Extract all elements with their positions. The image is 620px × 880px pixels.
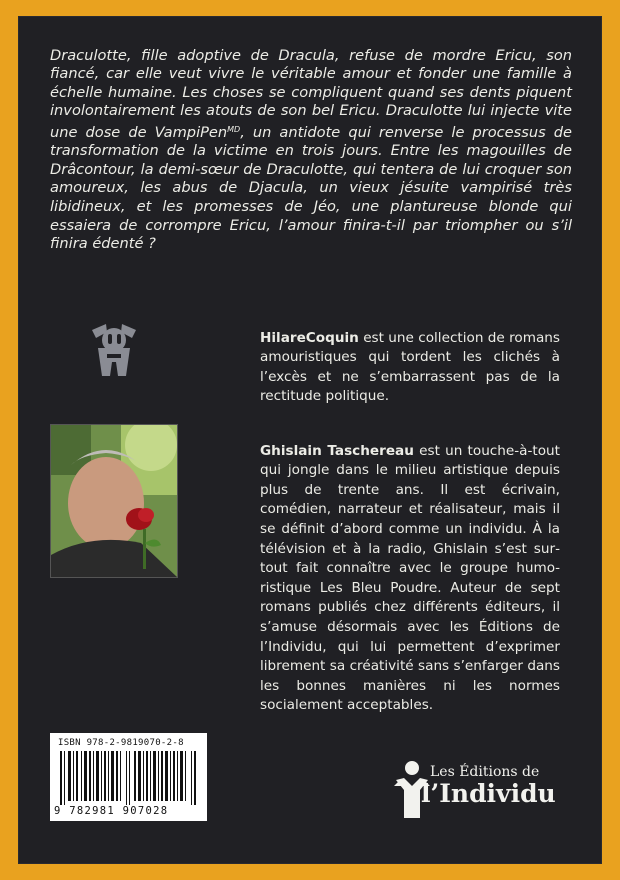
isbn-number: ISBN 978-2-9819070-2-8 <box>58 738 184 748</box>
publisher-logo <box>374 750 574 830</box>
author-name: Ghislain Taschereau <box>260 442 414 459</box>
collection-paragraph: HilareCoquin est une collection de romans amouristiques qui tordent les clichés à l’excès et ne s’embarrassent pas de la rectitude politique. <box>260 329 560 405</box>
synopsis-paragraph: Draculotte, fille adoptive de Dracula, refuse de mordre Ericu, son fiancé, car elle veut vivre le véritable amour et fonder une famille à échelle humaine. Les choses se compliquent quand ses dents piquent involontairement les atouts de son bel Ericu. Draculotte lui injecte vite une dose de VampiPen$^{MD}$, un antidote qui renverse le processus de transformation de la victime en trois jours. Entre les magouilles de Drâcontour, la demi-sœur de Draculotte, qui tentera de lui croquer son amoureux, les abus de Djacula, un vieux jésuite vampirisé très libidineux, et les promesses de Jéo, une plantureuse blonde qui essaiera de corrompre Ericu, l’amour finira-t-il par triompher ou s’il finira édenté ? <box>50 46 572 253</box>
barcode-bars <box>60 751 198 805</box>
trademark-superscript: MD <box>227 124 241 134</box>
author-photo <box>50 424 178 578</box>
author-bio-paragraph: Ghislain Taschereau est un touche-à-tout qui jongle dans le milieu artistique depuis plus de trente ans. Il est écrivain, comédien, narrateur et réalisateur, mais il se définit d’abord comme un individu. À la télévision et à la radio, Ghislain s’est surtout fait connaître avec le groupe humoristique Les Bleu Poudre. Auteur de sept romans publiés chez différents éditeurs, il s’amuse désormais avec les Éditions de l’Individu, qui lui permettent d’exprimer librement sa créativité sans s’enfarger dans les bonnes manières ni les normes socialement acceptables. <box>260 442 560 714</box>
collection-name: HilareCoquin <box>260 329 359 346</box>
publisher-name-line1: Les Éditions de <box>430 764 540 780</box>
barcode-digits: 9 782981 907028 <box>54 805 169 817</box>
publisher-name-line2: l’Individu <box>421 779 556 808</box>
hilarecoquin-logo-icon <box>84 318 144 378</box>
isbn-barcode <box>50 733 207 821</box>
